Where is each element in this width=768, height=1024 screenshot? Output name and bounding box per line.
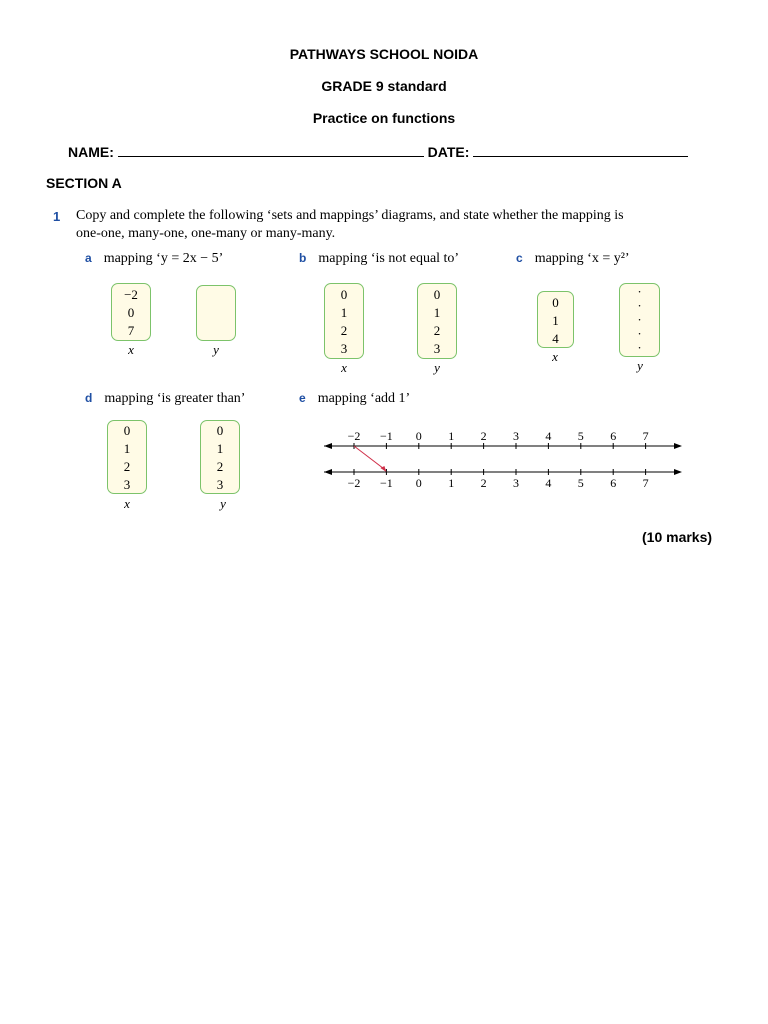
name-date-row	[68, 144, 708, 160]
part-e-heading	[299, 389, 410, 407]
part-a-heading	[85, 249, 223, 267]
set-value: 4	[552, 331, 559, 346]
bottom-line-left-arrowhead	[324, 469, 332, 475]
part-b-y-label: y	[434, 360, 440, 375]
part-c-y-label: y	[637, 358, 643, 373]
part-a-letter: a	[85, 251, 92, 265]
top-line-tick-label: 5	[577, 429, 584, 443]
part-d-text: mapping ‘is greater than’	[104, 391, 246, 406]
set-value: 2	[340, 323, 348, 338]
part-a-y-label: y	[213, 342, 219, 357]
set-value: 0	[552, 295, 559, 310]
name-label: NAME:	[68, 144, 114, 160]
bottom-line-tick-label: −2	[347, 476, 361, 490]
bottom-line-tick-label: 1	[448, 476, 455, 490]
part-c-y-set	[619, 283, 660, 357]
bottom-line-tick-label: 2	[480, 476, 487, 490]
top-line-tick-label: 7	[642, 429, 649, 443]
bottom-line-tick-label: 7	[642, 476, 649, 490]
part-e-letter: e	[299, 391, 306, 405]
part-b-text: mapping ‘is not equal to’	[318, 251, 460, 266]
top-line-right-arrowhead	[674, 443, 682, 449]
date-label: DATE:	[427, 144, 470, 160]
top-line-tick-label: 3	[513, 429, 519, 443]
set-value: 2	[433, 323, 441, 338]
set-value: ·	[637, 312, 642, 327]
top-line-tick-label: −2	[347, 429, 361, 443]
set-value: 0	[433, 287, 441, 302]
part-d-x-set	[107, 420, 147, 494]
part-b-x-label: x	[341, 360, 347, 375]
set-value: 1	[340, 305, 348, 320]
bottom-line-tick-label: 4	[545, 476, 552, 490]
bottom-line-right-arrowhead	[674, 469, 682, 475]
set-value: ·	[637, 326, 642, 341]
part-d-heading	[85, 389, 245, 407]
set-value: 1	[123, 441, 131, 456]
part-a-x-label: x	[128, 342, 134, 357]
part-d-y-label: y	[220, 496, 226, 511]
marks-label: (10 marks)	[642, 529, 713, 545]
part-e-text: mapping ‘add 1’	[317, 391, 411, 406]
set-value: 1	[433, 305, 441, 320]
question-text-line1: Copy and complete the following ‘sets and mappings’ diagrams, and state whether the mapping is	[76, 208, 624, 223]
mapping-arrow	[354, 446, 385, 470]
topic-title: Practice on functions	[312, 110, 456, 126]
set-value: 0	[127, 305, 135, 320]
school-name: PATHWAYS SCHOOL NOIDA	[289, 46, 479, 62]
part-b-heading	[299, 249, 459, 267]
top-line-tick-label: 6	[610, 429, 617, 443]
part-a-x-set	[111, 283, 151, 341]
set-value: 1	[552, 313, 559, 328]
part-c-heading	[516, 249, 630, 267]
part-d-x-label: x	[124, 496, 130, 511]
part-b-letter: b	[299, 251, 307, 265]
question-number: 1	[53, 209, 61, 224]
set-value: 3	[123, 477, 131, 492]
part-a-text: mapping ‘y = 2x − 5’	[103, 251, 224, 266]
bottom-line-tick-label: 6	[610, 476, 617, 490]
set-value: 1	[216, 441, 224, 456]
part-b-x-set	[324, 283, 364, 359]
bottom-line-tick-label: 5	[577, 476, 584, 490]
set-value: 3	[340, 341, 348, 356]
bottom-line-tick-label: 3	[513, 476, 519, 490]
set-value: 3	[216, 477, 224, 492]
part-c-text: mapping ‘x = y²’	[534, 251, 630, 266]
part-a-y-set[interactable]	[196, 285, 236, 341]
question-text-line2: one-one, many-one, one-many or many-many.	[76, 226, 336, 241]
top-line-tick-label: 2	[480, 429, 487, 443]
set-value: 0	[340, 287, 348, 302]
set-value: 2	[216, 459, 224, 474]
part-d-y-set	[200, 420, 240, 494]
set-value: ·	[637, 298, 642, 313]
set-value: 3	[433, 341, 441, 356]
top-line-tick-label: −1	[380, 429, 393, 443]
top-line-left-arrowhead	[324, 443, 332, 449]
set-value: 0	[216, 423, 224, 438]
part-c-x-set	[537, 291, 574, 348]
set-value: −2	[124, 287, 138, 302]
set-value: 2	[123, 459, 131, 474]
part-d-letter: d	[85, 391, 93, 405]
part-e-number-lines	[318, 425, 690, 493]
bottom-line-tick-label: 0	[415, 476, 422, 490]
bottom-line-tick-label: −1	[380, 476, 393, 490]
top-line-tick-label: 4	[545, 429, 552, 443]
part-b-y-set	[417, 283, 457, 359]
set-value: 7	[127, 323, 135, 338]
part-c-letter: c	[516, 251, 523, 265]
set-value: ·	[637, 284, 642, 299]
name-blank[interactable]	[118, 156, 424, 157]
date-blank[interactable]	[473, 156, 688, 157]
top-line-tick-label: 1	[448, 429, 455, 443]
grade-title: GRADE 9 standard	[321, 78, 447, 94]
set-value: 0	[123, 423, 131, 438]
section-heading: SECTION A	[46, 175, 122, 191]
top-line-tick-label: 0	[415, 429, 422, 443]
part-c-x-label: x	[552, 349, 558, 364]
set-value: ·	[637, 340, 642, 355]
